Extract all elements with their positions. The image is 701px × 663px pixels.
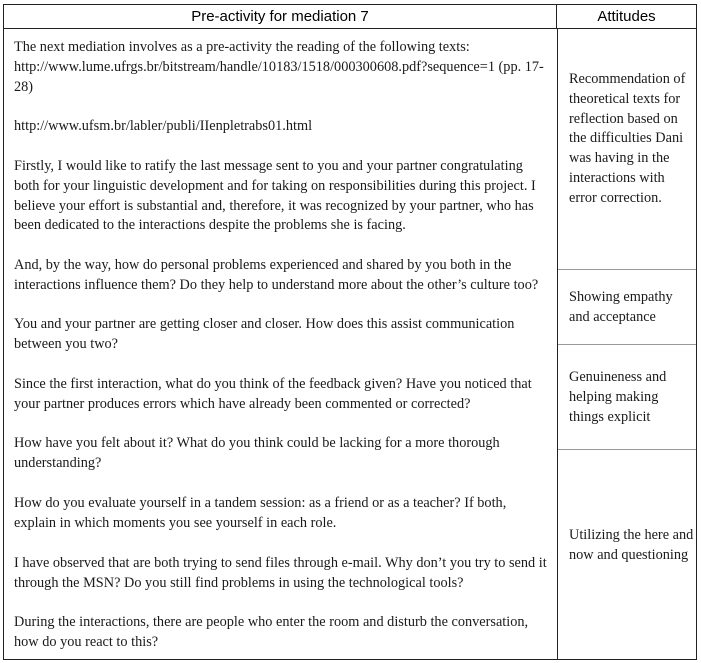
attitude-empathy: Showing empathy and acceptance: [569, 289, 673, 325]
header-pre-activity: Pre-activity for mediation 7: [4, 5, 557, 28]
header-attitudes: Attitudes: [597, 8, 656, 25]
attitude-genuineness: Genuineness and helping making things explicit: [569, 369, 667, 425]
paragraph-file-sending: [14, 554, 550, 594]
attitude-separator: [558, 449, 696, 450]
mediation-table: [3, 4, 697, 660]
paragraph-getting-closer: You and your partner are getting closer and closer. How does this assist communication between you two?: [14, 316, 515, 352]
attitude-separator: [558, 344, 696, 345]
attitude-here-and-now: Utilizing the here and now and questioning: [569, 527, 694, 563]
paragraph-personal-problems: And, by the way, how do personal problems experienced and shared by you both in the interactions influence them? Do they help to understand more about the other’s culture too?: [14, 257, 539, 293]
paragraph-url: http://www.ufsm.br/labler/publi/IIenpletrabs01.html: [14, 118, 313, 134]
paragraph-feelings: How have you felt about it? What do you think could be lacking for a more thorough understanding?: [14, 435, 500, 471]
paragraph-tandem-session: How do you evaluate yourself in a tandem session: as a friend or as a teacher? If both, explain in which moments you see yourself in each role.: [14, 495, 507, 531]
paragraph-ratify-message: Firstly, I would like to ratify the last message sent to you and your partner congratulating both for your linguistic development and for taking on responsibilities during this project. I believe your effort is substantial and, therefore, it was recognized by your partner, who has been dedicated to the interactions despite the problems she is facing.: [14, 158, 536, 234]
paragraph-pre-activity-texts: The next mediation involves as a pre-activity the reading of the following texts: http://www.lume.ufrgs.br/bitstream/handle/10183/1518/000300608.pdf?sequence=1 (pp. 17-28): [14, 39, 544, 95]
paragraph-interruptions: During the interactions, there are people who enter the room and disturb the conversation, how do you react to this?: [14, 614, 529, 650]
attitude-recommendation: Recommendation of theoretical texts for reflection based on the difficulties Dani was having in the interactions with error correction.: [569, 71, 686, 206]
attitude-separator: [558, 269, 696, 270]
msn-term: MSN: [83, 574, 115, 591]
table-header: [4, 5, 696, 29]
paragraph-feedback: Since the first interaction, what do you think of the feedback given? Have you noticed that your partner produces errors which have already been commented or corrected?: [14, 376, 532, 412]
paragraph-file-sending-part1: I have observed that are both trying to send files through e-mail. Why don’t you try to send it through the: [14, 555, 547, 591]
paragraph-file-sending-part2: ? Do you still find problems in using the technological tools?: [114, 574, 464, 591]
